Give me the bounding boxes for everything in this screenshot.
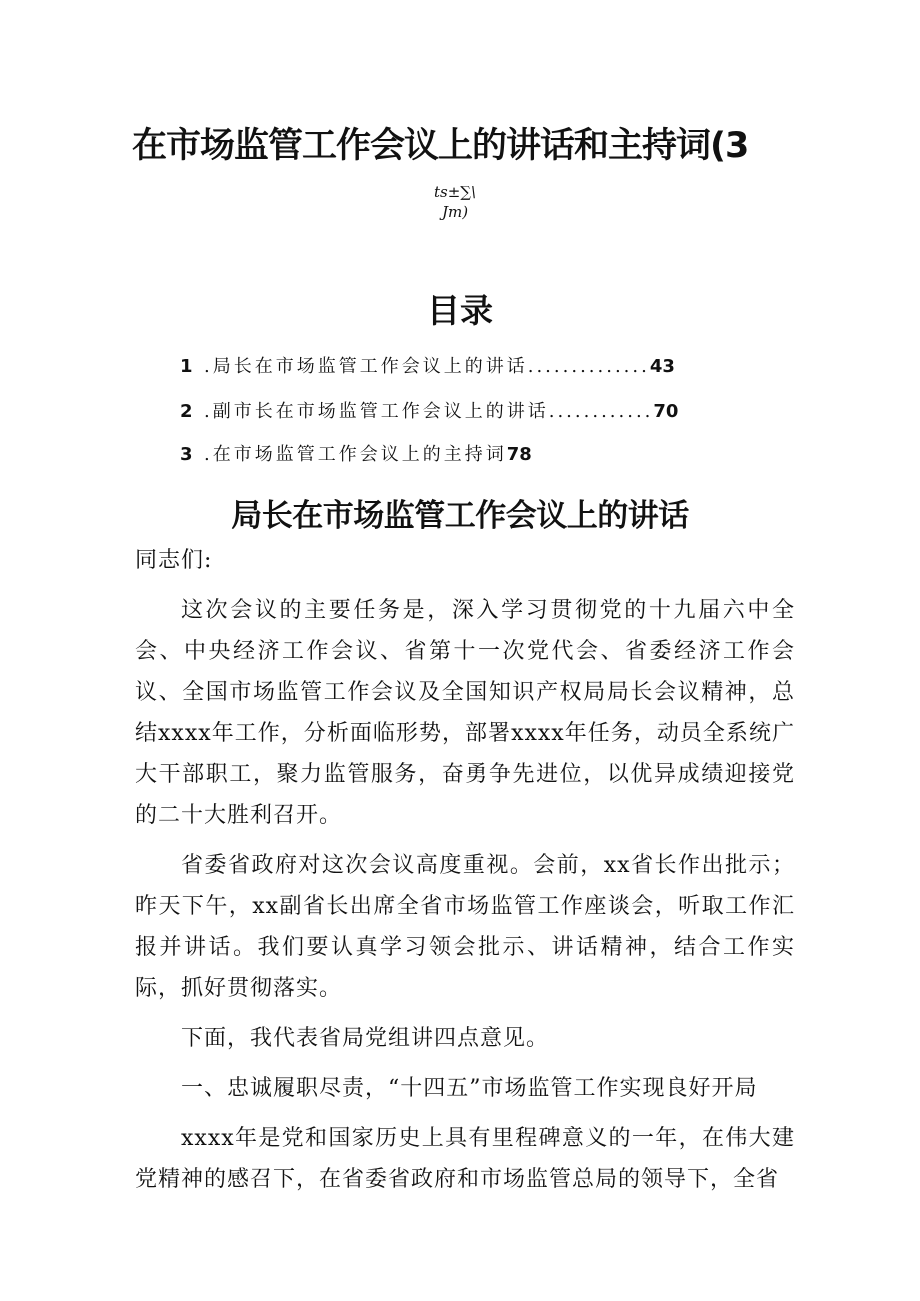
toc-item[interactable] <box>180 397 678 423</box>
greeting: 同志们: <box>135 548 213 573</box>
toc-item-number: 3 <box>180 444 193 465</box>
document-subtitle <box>380 182 530 222</box>
body-paragraph: 省委省政府对这次会议高度重视。会前，xx省长作出批示；昨天下午，xx副省长出席全省市场监管工作座谈会，听取工作汇报并讲话。我们要认真学习领会批示、讲话精神，结合工作实际，抓好贯彻落实。 <box>135 853 795 1001</box>
toc-item-leader: ............ <box>548 401 654 422</box>
toc-item[interactable] <box>180 352 675 378</box>
toc-item-label: .在市场监管工作会议上的主持词 <box>204 444 507 465</box>
toc-item-label: .副市长在市场监管工作会议上的讲话 <box>204 401 549 422</box>
section-title: 局长在市场监管工作会议上的讲话 <box>231 498 689 534</box>
toc-item-leader: .............. <box>527 356 650 377</box>
toc-item-number: 2 <box>180 401 193 422</box>
toc-heading: 目录 <box>427 291 493 330</box>
section-heading: 一、忠诚履职尽责，“十四五”市场监管工作实现良好开局 <box>181 1076 758 1101</box>
body-paragraph: 下面，我代表省局党组讲四点意见。 <box>181 1026 550 1051</box>
toc-item-page: 70 <box>653 401 679 422</box>
toc-item-page: 78 <box>506 444 532 465</box>
subtitle-line-2: Jm) <box>441 203 469 221</box>
section-body <box>135 540 795 1200</box>
document-title: 在市场监管工作会议上的讲话和主持词(3 <box>132 126 749 166</box>
subtitle-line-1: ts±∑\ <box>433 183 477 201</box>
toc-item-label: .局长在市场监管工作会议上的讲话 <box>204 356 528 377</box>
toc-item-number: 1 <box>180 356 193 377</box>
toc-item[interactable] <box>180 440 532 466</box>
body-paragraph: 这次会议的主要任务是，深入学习贯彻党的十九届六中全会、中央经济工作会议、省第十一次党代会、省委经济工作会议、全国市场监管工作会议及全国知识产权局局长会议精神，总结xxxx年工作，分析面临形势，部署xxxx年任务，动员全系统广大干部职工，聚力监管服务，奋勇争先进位，以优异成绩迎接党的二十大胜利召开。 <box>135 598 795 828</box>
toc-item-page: 43 <box>649 356 675 377</box>
body-paragraph: xxxx年是党和国家历史上具有里程碑意义的一年，在伟大建党精神的感召下，在省委省政府和市场监管总局的领导下，全省 <box>135 1126 795 1192</box>
